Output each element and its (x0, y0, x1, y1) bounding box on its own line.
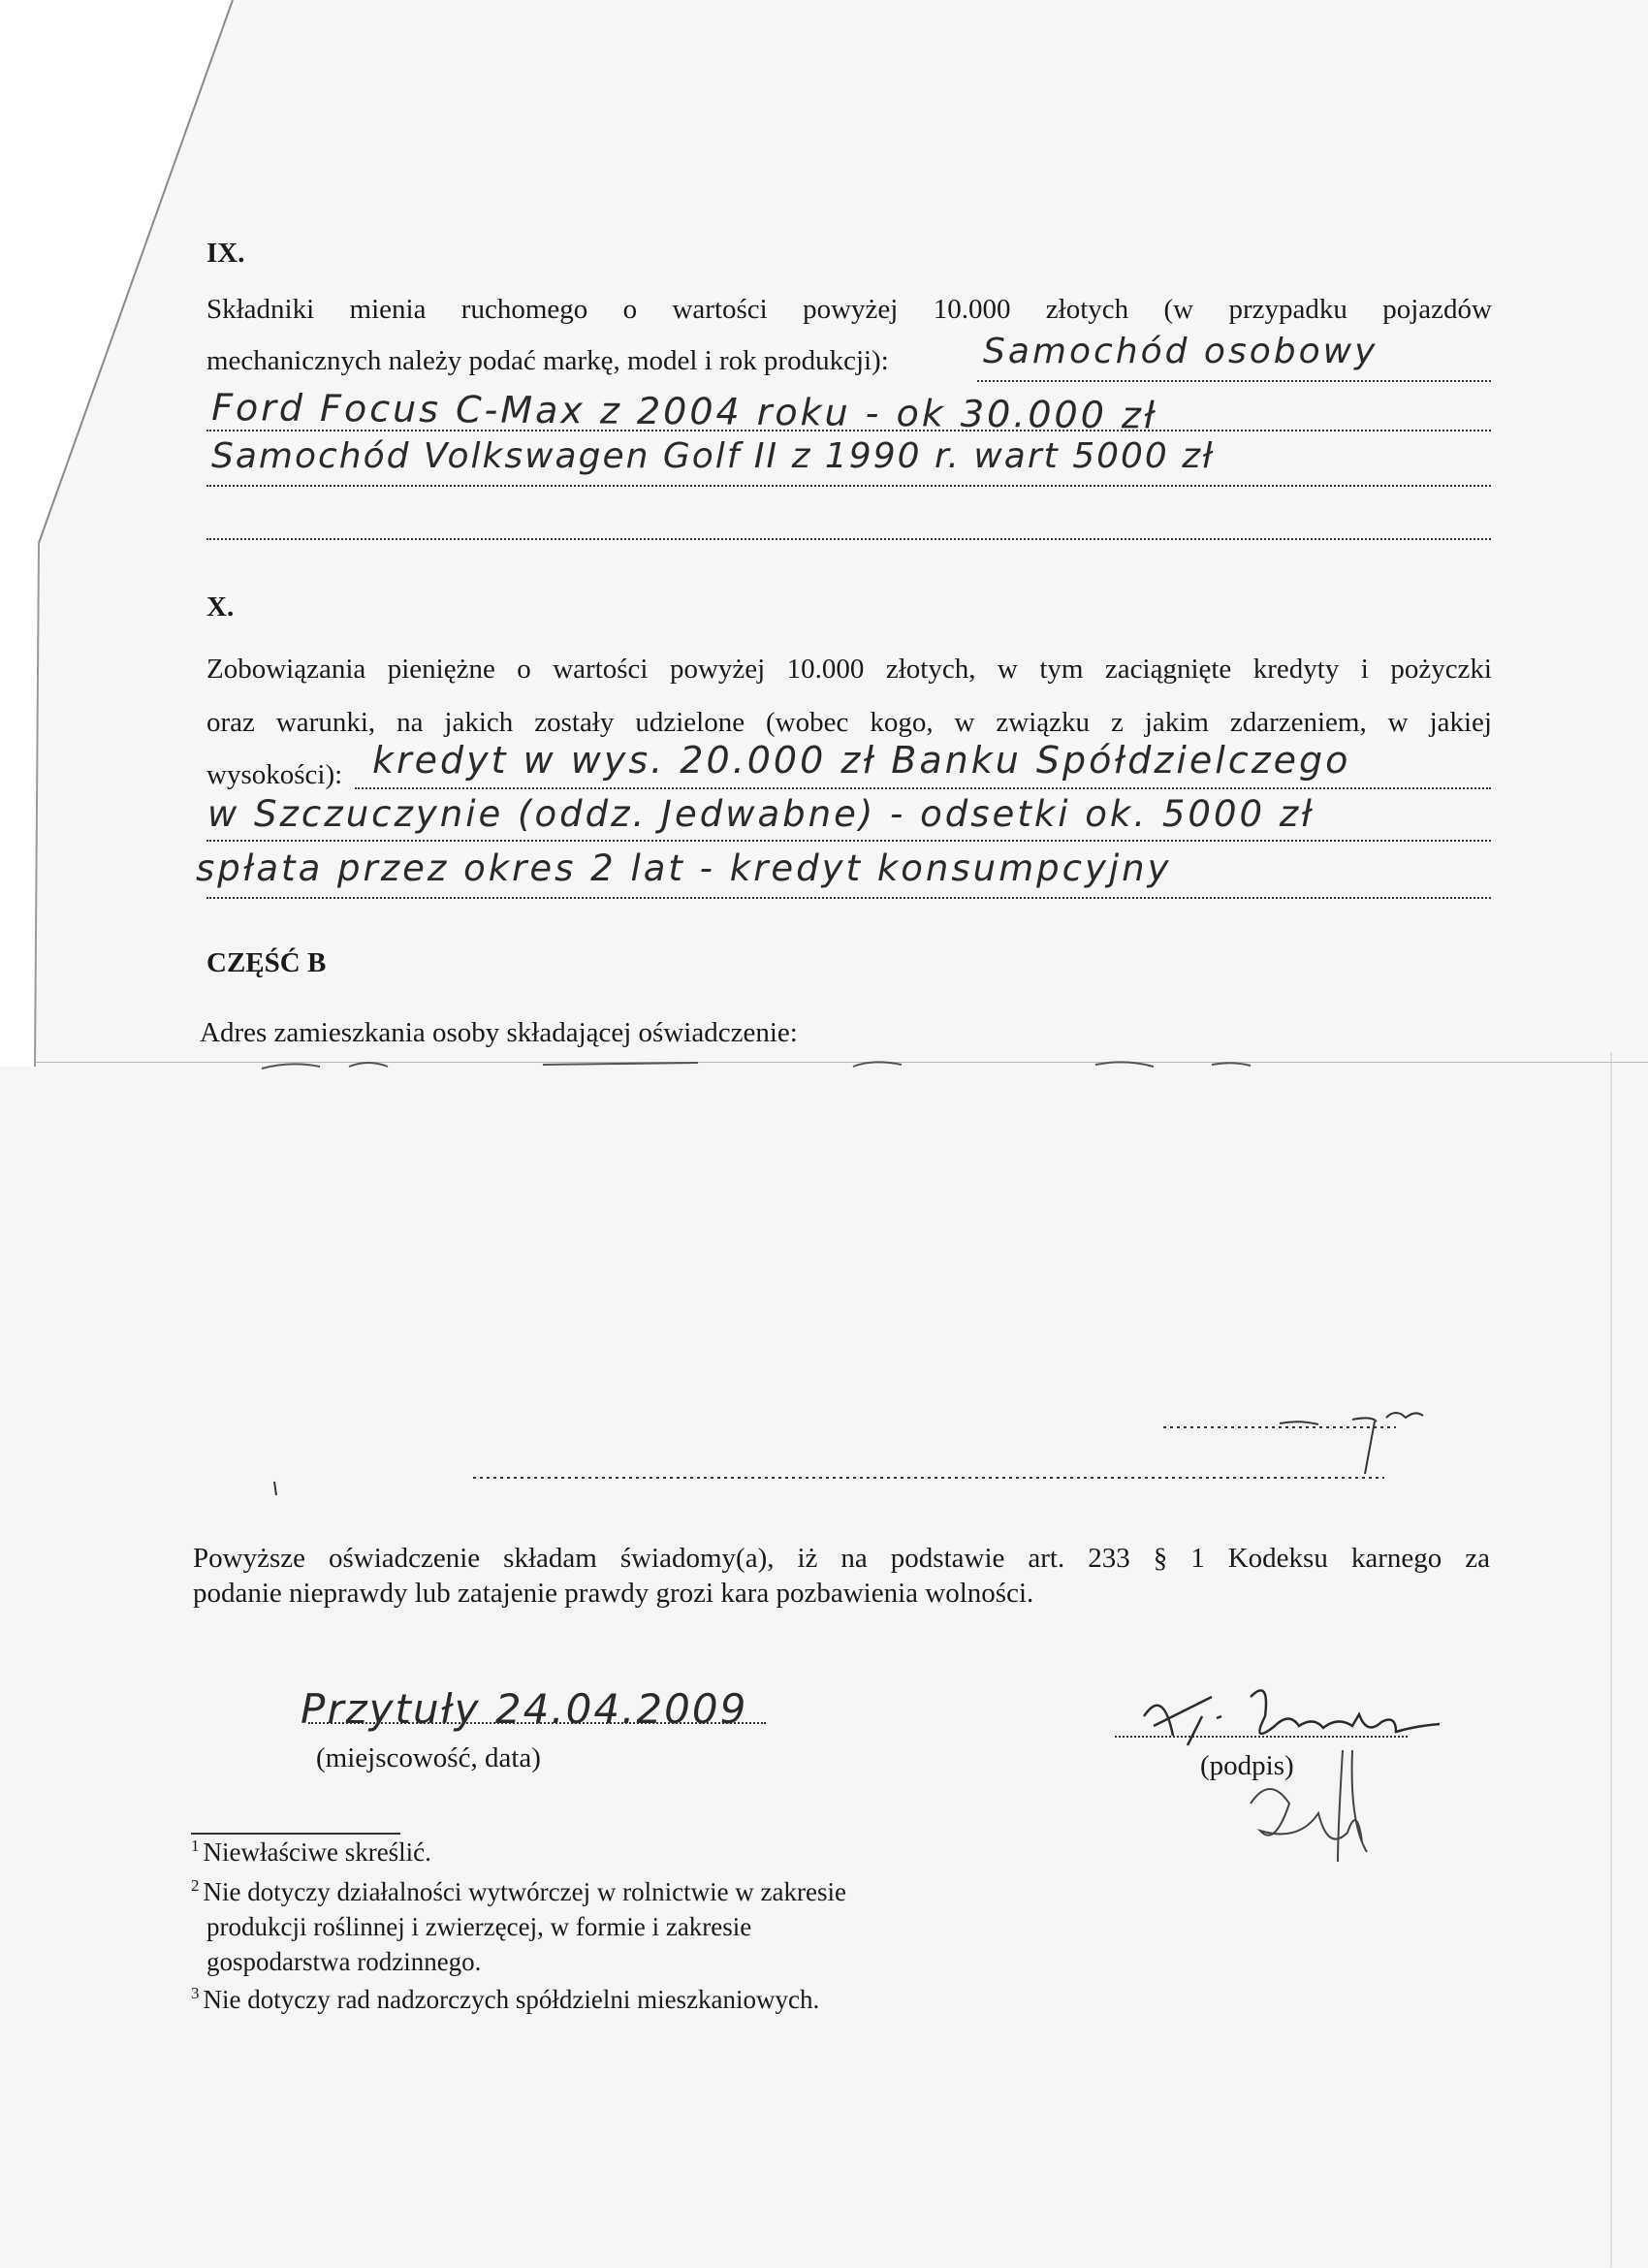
footnote-2-cont: produkcji roślinnej i zwierzęcej, w formie i zakresie (206, 1912, 752, 1941)
dotted-line (308, 1722, 766, 1724)
section-x-text-line2: oraz warunki, na jakich zostały udzielone (wobec kogo, w związku z jakim zdarzeniem, w jakiej (206, 707, 1492, 738)
section-x-heading: X. (206, 591, 235, 623)
footnote-mark: 3 (191, 1984, 200, 2002)
dotted-line (206, 897, 1491, 899)
footnote-mark: 2 (191, 1876, 200, 1895)
footnote-1 (191, 1836, 431, 1869)
footnote-text: Nie dotyczy rad nadzorczych spółdzielni mieszkaniowych. (203, 1985, 820, 2014)
section-x-text-line3: wysokości): (206, 759, 343, 790)
footnote-3 (191, 1983, 819, 2016)
handwritten-vehicle-header: Samochód osobowy (983, 332, 1379, 371)
handwritten-loan-2: w Szczuczynie (oddz. Jedwabne) - odsetki ok. 5000 zł (207, 793, 1315, 835)
handwritten-loan-1: kredyt w wys. 20.000 zł Banku Spółdzielczego (372, 739, 1351, 782)
part-b-heading: CZĘŚĆ B (206, 947, 327, 978)
handwritten-loan-3: spłata przez okres 2 lat - kredyt konsumpcyjny (196, 847, 1172, 889)
footnote-2-cont: gospodarstwa rodzinnego. (206, 1947, 482, 1976)
handwritten-vehicle-1: Ford Focus C-Max z 2004 roku - ok 30.000 zł (211, 386, 1158, 437)
section-x-text-line1: Zobowiązania pieniężne o wartości powyżej 10.000 złotych, w tym zaciągnięte kredyty i pożyczki (206, 654, 1492, 685)
handwritten-signature (1105, 1658, 1512, 1910)
declaration-line1: Powyższe oświadczenie składam świadomy(a), iż na podstawie art. 233 § 1 Kodeksu karnego za (193, 1543, 1490, 1574)
dotted-line (206, 485, 1491, 487)
dotted-line (977, 380, 1491, 382)
dotted-line (355, 787, 1491, 789)
footnote-mark: 1 (191, 1837, 200, 1855)
signature-caption: (podpis) (1200, 1750, 1294, 1781)
section-ix-text-line2: mechanicznych należy podać markę, model i rok produkcji): (206, 345, 889, 376)
declaration-line2: podanie nieprawdy lub zatajenie prawdy grozi kara pozbawienia wolności. (193, 1578, 1034, 1609)
footnote-text: Niewłaściwe skreślić. (203, 1837, 431, 1867)
dotted-line (206, 840, 1491, 842)
section-ix-heading: IX. (206, 238, 245, 269)
dotted-line (206, 538, 1491, 540)
handwritten-place-date: Przytuły 24.04.2009 (301, 1685, 748, 1733)
footnote-separator (191, 1833, 400, 1835)
section-ix-text-line1: Składniki mienia ruchomego o wartości powyżej 10.000 złotych (w przypadku pojazdów (206, 294, 1492, 325)
footnote-2 (191, 1875, 846, 1908)
redacted-address-strokes (0, 1047, 1648, 1513)
address-label: Adres zamieszkania osoby składającej oświadczenie: (200, 1017, 798, 1048)
place-date-caption: (miejscowość, data) (316, 1742, 541, 1773)
handwritten-vehicle-2: Samochód Volkswagen Golf II z 1990 r. wart 5000 zł (211, 436, 1215, 476)
footnote-text: Nie dotyczy działalności wytwórczej w rolnictwie w zakresie (203, 1877, 846, 1906)
